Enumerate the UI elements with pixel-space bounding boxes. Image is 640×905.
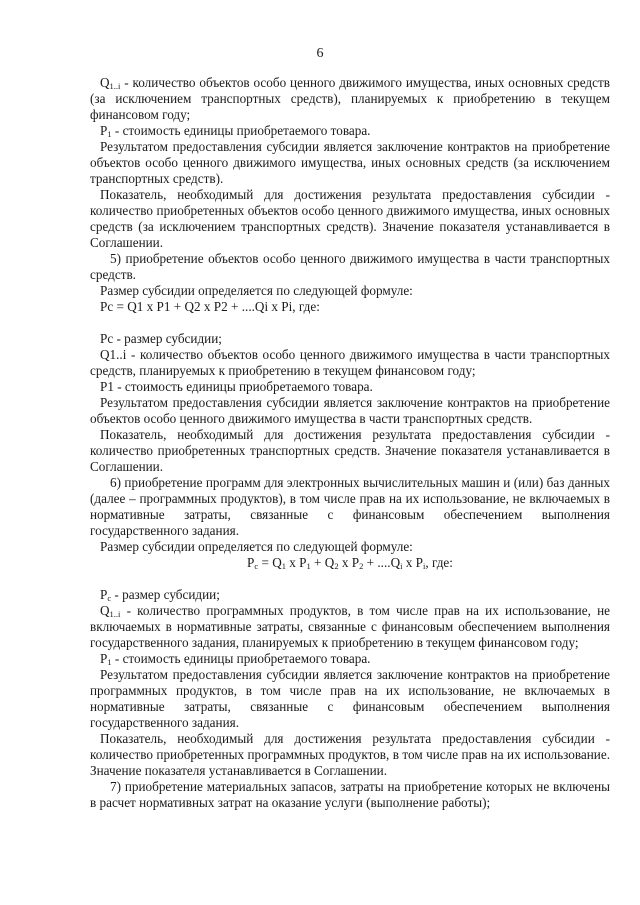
q-definition: [90, 75, 610, 123]
item-7-heading: 7) приобретение материальных запасов, затраты на приобретение которых не включены в расчет нормативных затрат на оказание услуги (выполнение работы);: [90, 779, 610, 810]
item-5-heading: 5) приобретение объектов особо ценного движимого имущества в части транспортных средств.: [90, 251, 610, 282]
document-body: [90, 75, 610, 811]
item-5-pc-definition: Pc - размер субсидии;: [100, 331, 222, 346]
item-6-heading: 6) приобретение программ для электронных вычислительных машин и (или) баз данных (далее – программных продуктов), в том числе прав на их использование, не включаемых в нормативные затраты, связанные с финансовым обеспечением выполнения государственного задания.: [90, 475, 610, 538]
item-6-result: Результатом предоставления субсидии является заключение контрактов на приобретение программных продуктов, в том числе прав на их использование, не включаемых в нормативные затраты, связанные с финансовым обеспечением выполнения государственного задания.: [90, 667, 610, 730]
p-subscript: 1: [107, 129, 112, 139]
item-5-q-definition: Q1..i - количество объектов особо ценного движимого имущества в части транспортных средств, планируемых к приобретению в текущем финансовом году;: [90, 347, 610, 378]
q-text: - количество объектов особо ценного движимого имущества, иных основных средств (за исключением транспортных средств), планируемых к приобретению в текущем финансовом году;: [90, 75, 610, 122]
q-symbol: Q: [100, 75, 110, 90]
item-5-size-text: Размер субсидии определяется по следующей формуле:: [100, 283, 413, 298]
item-5-indicator: Показатель, необходимый для достижения результата предоставления субсидии - количество приобретенных транспортных средств. Значение показателя устанавливается в Соглашении.: [90, 427, 610, 474]
item-6-q-definition: $Q_{1..i}$ - количество программных продуктов, в том числе прав на их использование, не включаемых в нормативные затраты, связанные с финансовым обеспечением выполнения государственного задания, планируемых к приобретению в текущем финансовом году;: [90, 603, 610, 650]
item-5-p-definition: P1 - стоимость единицы приобретаемого товара.: [100, 379, 373, 394]
page-number: 6: [316, 46, 324, 61]
p-text: - стоимость единицы приобретаемого товара.: [111, 123, 371, 138]
indicator-paragraph: Показатель, необходимый для достижения результата предоставления субсидии - количество приобретенных объектов особо ценного движимого имущества, иных основных средств (за исключением транспортных средств). Значение показателя устанавливается в Соглашении.: [90, 187, 610, 250]
spacer: [90, 315, 610, 331]
item-6-indicator: Показатель, необходимый для достижения результата предоставления субсидии - количество приобретенных программных продуктов, в том числе прав на их использование. Значение показателя устанавливается в Соглашении.: [90, 731, 610, 778]
p-symbol: P: [100, 123, 108, 138]
item-6-p-definition: $P_1$ - стоимость единицы приобретаемого товара.: [100, 651, 371, 667]
p-definition: [90, 123, 610, 139]
item-6-formula: $P_c = Q_1$ x $P_1 + Q_2$ x $P_2 + ....Q_i$ x $P_i$, где:: [247, 555, 453, 571]
item-5-formula: Pc = Q1 x P1 + Q2 x P2 + ....Qi x Pi, где:: [100, 299, 320, 314]
result-paragraph: Результатом предоставления субсидии является заключение контрактов на приобретение объектов особо ценного движимого имущества, иных основных средств (за исключением транспортных средств).: [90, 139, 610, 186]
q-subscript: 1..i: [109, 81, 121, 91]
item-6-size-text: Размер субсидии определяется по следующей формуле:: [100, 539, 413, 554]
spacer: [90, 571, 610, 587]
item-6-pc-definition: $P_c$ - размер субсидии;: [100, 587, 220, 603]
item-5-result: Результатом предоставления субсидии является заключение контрактов на приобретение объектов особо ценного движимого имущества в части транспортных средств.: [90, 395, 610, 426]
